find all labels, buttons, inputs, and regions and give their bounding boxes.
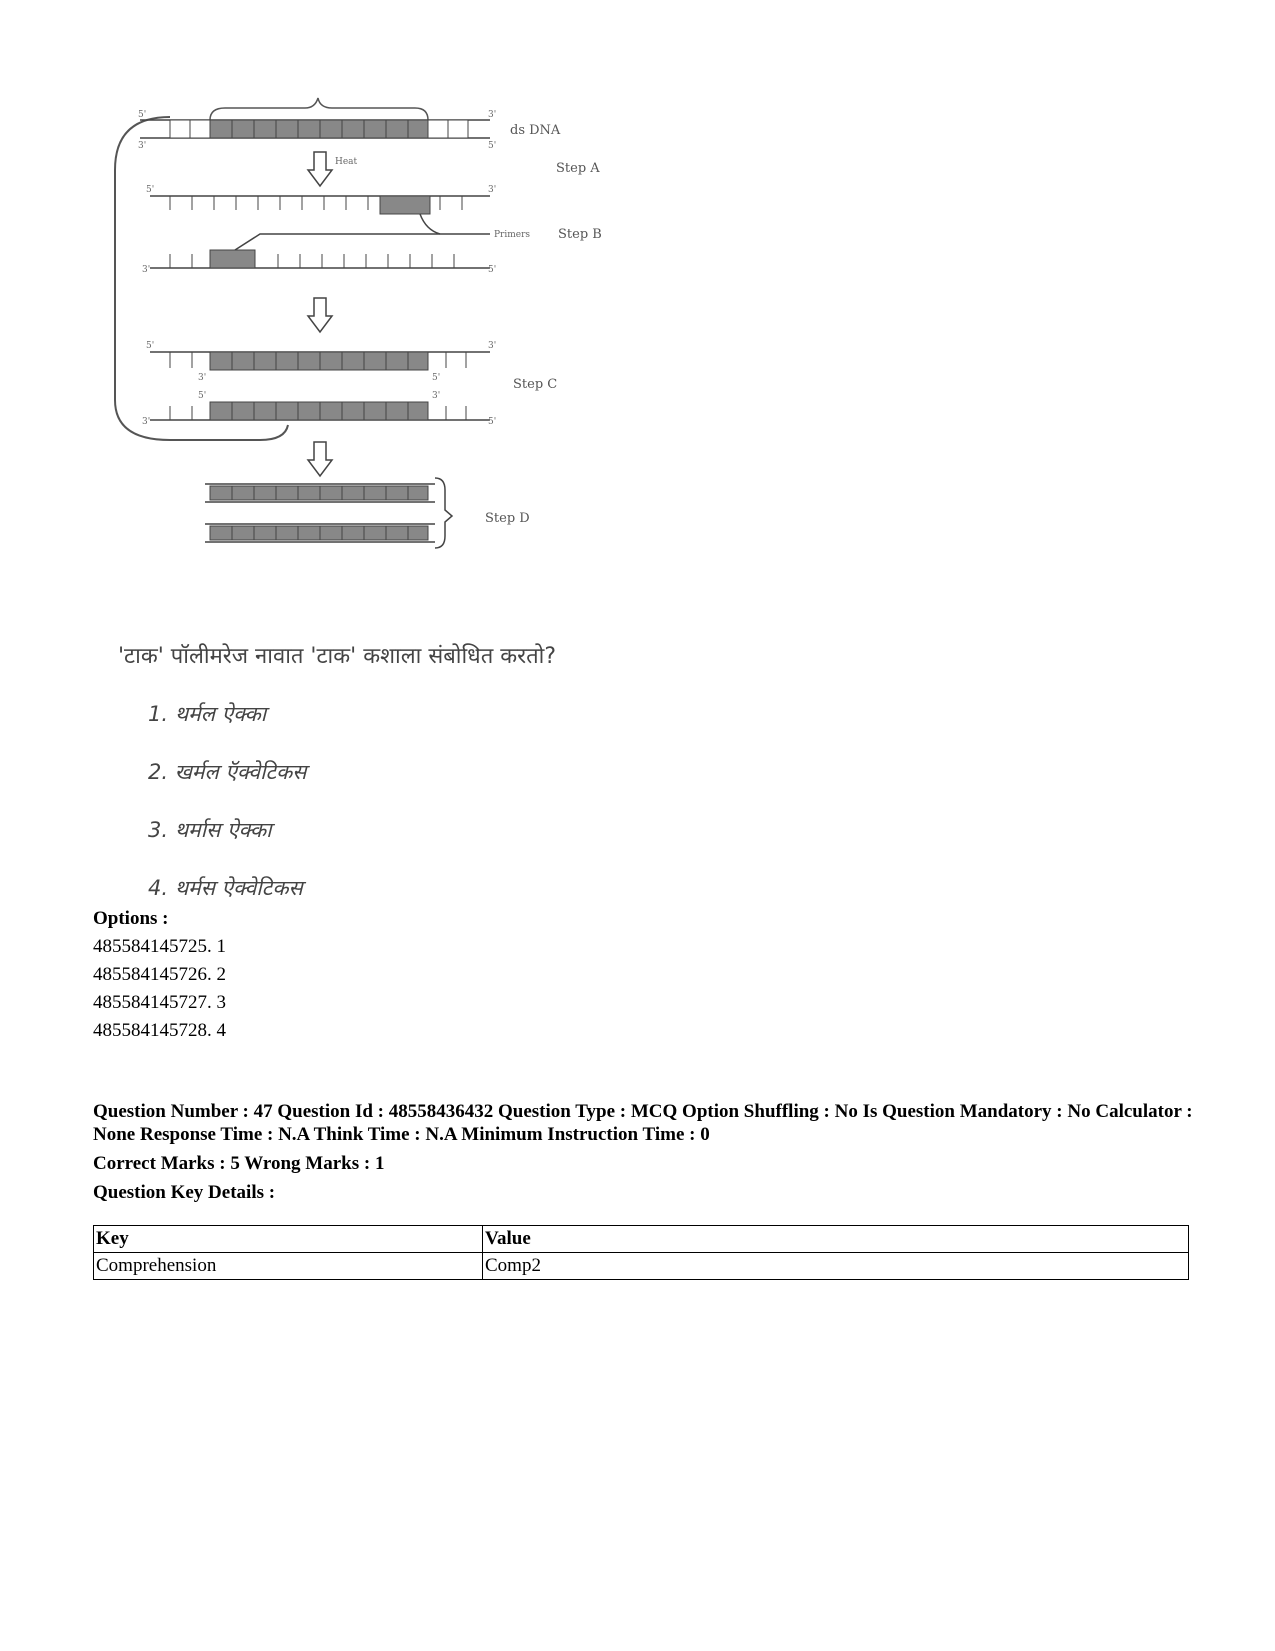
svg-text:3': 3' [488,110,497,120]
step-d-label: Step D [485,511,530,526]
svg-text:5': 5' [146,341,155,351]
extension-arrow [308,298,332,332]
heat-arrow [308,152,332,186]
svg-text:3': 3' [488,341,497,351]
question-meta [93,1100,1193,1204]
heat-label: Heat [335,157,358,167]
svg-text:5': 5' [488,417,497,427]
svg-text:3': 3' [142,417,151,427]
svg-text:3': 3' [138,141,147,151]
options-heading: Options : [93,908,169,929]
question-key-table [93,1225,1189,1280]
svg-text:5': 5' [146,185,155,195]
svg-text:5': 5' [432,373,441,383]
step-c-strands [142,341,496,427]
step-b-strands [142,185,496,275]
option-4: 485584145728. 4 [93,1020,226,1041]
hindi-option-3: 3. थर्मास ऐक्का [148,818,272,842]
table-header-row [94,1226,1189,1253]
svg-text:5': 5' [198,391,207,401]
step-b-label: Step B [558,227,602,242]
options-section [93,905,226,1045]
hindi-option-2: 2. खर्मल ऍक्वेटिकस [148,760,307,784]
hindi-option-1: 1. थर्मल ऐक्का [148,702,267,726]
pcr-diagram-svg [110,90,650,590]
step-a-dsdna [138,110,561,151]
svg-text:3': 3' [198,373,207,383]
question-meta-line: Question Number : 47 Question Id : 48558436432 Question Type : MCQ Option Shuffling : No Is Question Mandatory : No Calculator : None Response Time : N.A Think Time : N.A Minimum Instruction Time : 0 [93,1101,1193,1145]
svg-text:3': 3' [432,391,441,401]
option-3: 485584145727. 3 [93,992,226,1013]
ds-dna-label: ds DNA [510,123,561,138]
option-2: 485584145726. 2 [93,964,226,985]
marks-line: Correct Marks : 5 Wrong Marks : 1 [93,1153,385,1174]
primers-label: Primers [494,230,531,240]
key-details-heading: Question Key Details : [93,1182,276,1203]
product-arrow [308,442,332,476]
svg-text:5': 5' [138,110,147,120]
option-1: 485584145725. 1 [93,936,226,957]
hindi-option-4: 4. थर्मस ऐक्वेटिकस [148,876,303,900]
svg-text:3': 3' [488,185,497,195]
step-c-label: Step C [513,377,558,392]
table-header-value: Value [483,1226,1189,1253]
target-bracket [210,98,428,120]
svg-text:5': 5' [488,141,497,151]
table-header-key: Key [94,1226,483,1253]
table-cell-key: Comprehension [94,1253,483,1280]
svg-text:5': 5' [488,265,497,275]
question-text-hindi: 'टाक' पॉलीमरेज नावात 'टाक' कशाला संबोधित करतो? [118,644,557,669]
table-row [94,1253,1189,1280]
hindi-options-list [148,700,306,932]
step-a-label: Step A [556,161,600,176]
svg-text:3': 3' [142,265,151,275]
table-cell-value: Comp2 [483,1253,1189,1280]
pcr-diagram [110,90,650,590]
step-d-products [205,478,452,548]
